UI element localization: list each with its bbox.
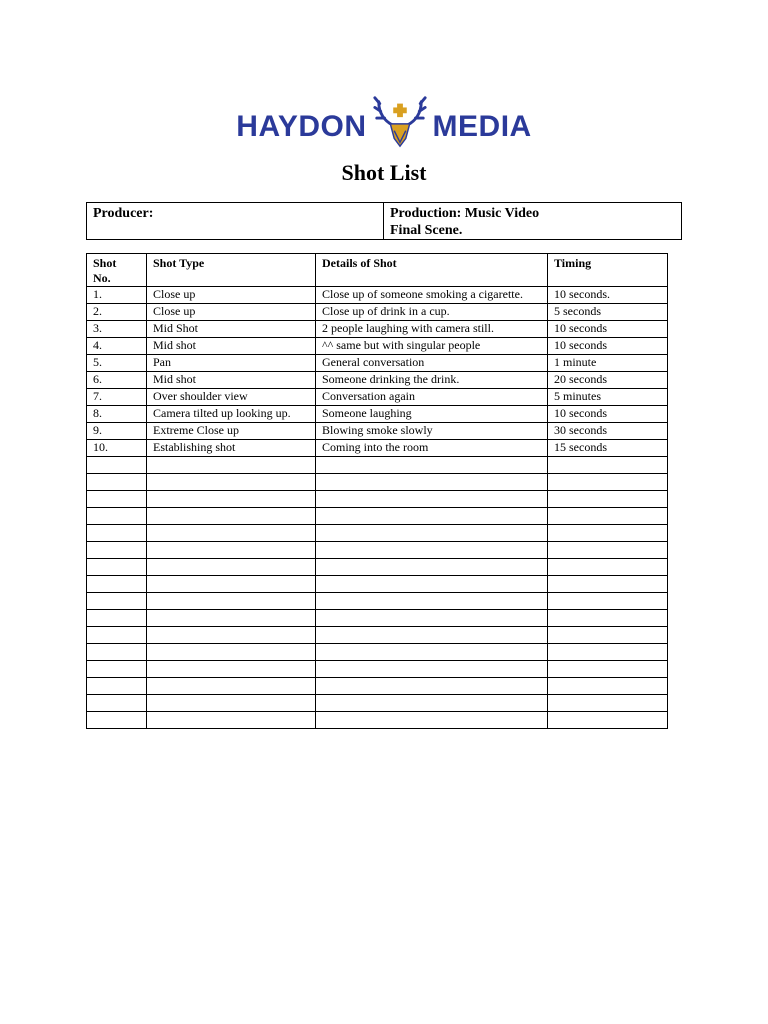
- header-details: Details of Shot: [316, 254, 548, 287]
- cell-details: [316, 593, 548, 610]
- table-row: [87, 440, 668, 457]
- cell-timing: [548, 678, 668, 695]
- empty-table-row: [87, 542, 668, 559]
- cell-details: [316, 491, 548, 508]
- cell-details: [316, 508, 548, 525]
- empty-table-row: [87, 644, 668, 661]
- cell-shot-no: 9.: [87, 423, 147, 440]
- cell-shot-type: [147, 661, 316, 678]
- cell-shot-type: [147, 508, 316, 525]
- cell-shot-no: [87, 576, 147, 593]
- cell-details: 2 people laughing with camera still.: [316, 321, 548, 338]
- cell-timing: 5 seconds: [548, 304, 668, 321]
- cell-shot-type: [147, 712, 316, 729]
- cell-shot-no: [87, 457, 147, 474]
- cell-timing: [548, 593, 668, 610]
- table-header-row: [87, 254, 668, 287]
- cell-timing: [548, 644, 668, 661]
- cell-shot-no: [87, 695, 147, 712]
- table-row: [87, 423, 668, 440]
- header-timing: Timing: [548, 254, 668, 287]
- cell-shot-no: 10.: [87, 440, 147, 457]
- cell-shot-no: [87, 610, 147, 627]
- production-info-box: [86, 202, 682, 240]
- table-row: [87, 338, 668, 355]
- logo-text-left: HAYDON: [236, 110, 367, 143]
- empty-table-row: [87, 474, 668, 491]
- cell-details: Coming into the room: [316, 440, 548, 457]
- cell-timing: 5 minutes: [548, 389, 668, 406]
- cell-details: [316, 576, 548, 593]
- stag-head-icon: [371, 92, 429, 150]
- cell-timing: 1 minute: [548, 355, 668, 372]
- cell-shot-type: [147, 695, 316, 712]
- table-row: [87, 389, 668, 406]
- company-logo: [0, 90, 768, 150]
- cell-shot-no: [87, 661, 147, 678]
- production-cell: [384, 203, 681, 239]
- cell-details: [316, 695, 548, 712]
- cell-shot-type: Camera tilted up looking up.: [147, 406, 316, 423]
- empty-table-row: [87, 559, 668, 576]
- cell-details: [316, 474, 548, 491]
- cell-shot-type: [147, 542, 316, 559]
- cell-shot-no: [87, 559, 147, 576]
- empty-table-row: [87, 576, 668, 593]
- cell-timing: 10 seconds: [548, 321, 668, 338]
- cell-shot-no: 2.: [87, 304, 147, 321]
- cell-shot-no: [87, 508, 147, 525]
- cell-shot-type: Over shoulder view: [147, 389, 316, 406]
- cell-shot-no: 6.: [87, 372, 147, 389]
- cell-timing: [548, 610, 668, 627]
- cell-shot-no: 4.: [87, 338, 147, 355]
- cell-timing: [548, 508, 668, 525]
- cell-timing: 30 seconds: [548, 423, 668, 440]
- cell-details: Someone laughing: [316, 406, 548, 423]
- page-title: Shot List: [341, 160, 427, 185]
- production-scene: Final Scene.: [390, 223, 463, 238]
- cell-timing: [548, 661, 668, 678]
- cell-timing: 10 seconds: [548, 338, 668, 355]
- cell-timing: [548, 712, 668, 729]
- cell-details: [316, 661, 548, 678]
- empty-table-row: [87, 712, 668, 729]
- cell-shot-type: [147, 457, 316, 474]
- cell-timing: [548, 576, 668, 593]
- cell-details: [316, 457, 548, 474]
- cell-shot-type: Mid shot: [147, 338, 316, 355]
- table-row: [87, 287, 668, 304]
- logo-text-right: MEDIA: [432, 110, 532, 143]
- cell-details: [316, 559, 548, 576]
- cell-shot-type: [147, 559, 316, 576]
- cell-shot-type: [147, 610, 316, 627]
- cell-timing: [548, 457, 668, 474]
- cell-shot-no: 5.: [87, 355, 147, 372]
- cell-details: [316, 644, 548, 661]
- cell-details: Blowing smoke slowly: [316, 423, 548, 440]
- cell-timing: 15 seconds: [548, 440, 668, 457]
- cell-details: [316, 610, 548, 627]
- shot-list-body: [87, 287, 668, 729]
- cell-details: [316, 542, 548, 559]
- cell-shot-no: 8.: [87, 406, 147, 423]
- production-label: Production: Music Video: [390, 206, 540, 221]
- producer-label: Producer:: [93, 206, 154, 221]
- cell-shot-no: [87, 491, 147, 508]
- cell-timing: [548, 559, 668, 576]
- table-row: [87, 372, 668, 389]
- table-row: [87, 304, 668, 321]
- empty-table-row: [87, 627, 668, 644]
- cell-shot-type: [147, 627, 316, 644]
- empty-table-row: [87, 457, 668, 474]
- cell-shot-no: [87, 712, 147, 729]
- empty-table-row: [87, 508, 668, 525]
- cell-shot-type: Pan: [147, 355, 316, 372]
- empty-table-row: [87, 525, 668, 542]
- cell-details: [316, 712, 548, 729]
- cell-timing: [548, 627, 668, 644]
- empty-table-row: [87, 678, 668, 695]
- cell-details: [316, 627, 548, 644]
- cell-details: General conversation: [316, 355, 548, 372]
- cell-shot-type: [147, 474, 316, 491]
- cell-shot-type: Close up: [147, 304, 316, 321]
- table-row: [87, 355, 668, 372]
- cell-shot-type: [147, 644, 316, 661]
- cell-shot-type: [147, 576, 316, 593]
- cell-shot-type: Establishing shot: [147, 440, 316, 457]
- cell-details: ^^ same but with singular people: [316, 338, 548, 355]
- cell-details: Close up of someone smoking a cigarette.: [316, 287, 548, 304]
- empty-table-row: [87, 491, 668, 508]
- cell-timing: [548, 542, 668, 559]
- cell-timing: [548, 695, 668, 712]
- cell-shot-no: 1.: [87, 287, 147, 304]
- cell-timing: 20 seconds: [548, 372, 668, 389]
- cell-shot-no: [87, 627, 147, 644]
- cell-shot-type: [147, 525, 316, 542]
- cell-shot-no: [87, 525, 147, 542]
- cell-details: [316, 525, 548, 542]
- cell-shot-no: [87, 542, 147, 559]
- cell-shot-type: [147, 593, 316, 610]
- cell-shot-no: [87, 474, 147, 491]
- empty-table-row: [87, 593, 668, 610]
- cell-shot-type: Extreme Close up: [147, 423, 316, 440]
- cell-timing: 10 seconds.: [548, 287, 668, 304]
- cell-timing: 10 seconds: [548, 406, 668, 423]
- cell-shot-type: Mid shot: [147, 372, 316, 389]
- cell-details: Close up of drink in a cup.: [316, 304, 548, 321]
- cell-timing: [548, 491, 668, 508]
- empty-table-row: [87, 661, 668, 678]
- cell-timing: [548, 525, 668, 542]
- cell-shot-type: [147, 678, 316, 695]
- cell-shot-no: [87, 678, 147, 695]
- cell-shot-type: Mid Shot: [147, 321, 316, 338]
- cell-shot-no: 7.: [87, 389, 147, 406]
- header-shot-no: Shot No.: [87, 254, 147, 287]
- table-row: [87, 406, 668, 423]
- producer-cell: [87, 203, 384, 239]
- table-row: [87, 321, 668, 338]
- cell-shot-no: [87, 644, 147, 661]
- cell-details: Someone drinking the drink.: [316, 372, 548, 389]
- cell-details: [316, 678, 548, 695]
- empty-table-row: [87, 610, 668, 627]
- header-shot-type: Shot Type: [147, 254, 316, 287]
- cell-shot-no: [87, 593, 147, 610]
- shot-list-table: [86, 253, 668, 729]
- cell-shot-no: 3.: [87, 321, 147, 338]
- empty-table-row: [87, 695, 668, 712]
- cell-timing: [548, 474, 668, 491]
- cell-details: Conversation again: [316, 389, 548, 406]
- cell-shot-type: Close up: [147, 287, 316, 304]
- cell-shot-type: [147, 491, 316, 508]
